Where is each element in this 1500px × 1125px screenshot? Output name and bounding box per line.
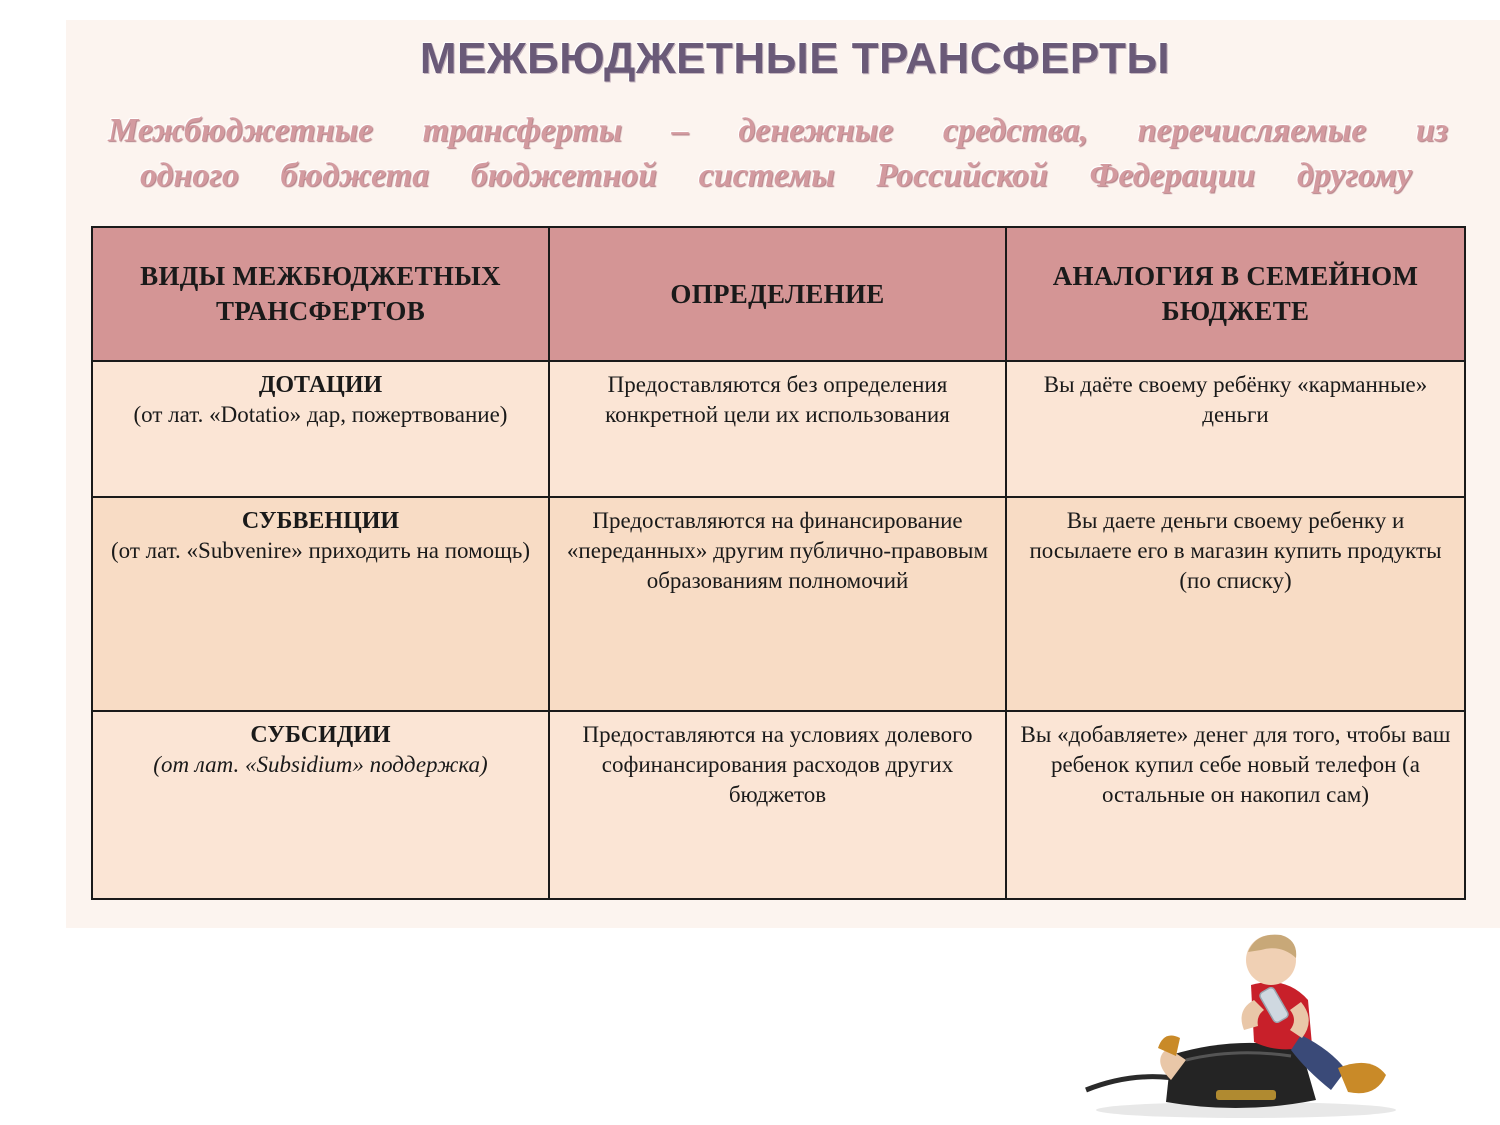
type-origin: (от лат. «Dotatio» дар, пожертвование) (133, 402, 508, 427)
cell-definition: Предоставляются на финансирование «переданных» другим публично-правовым образованиям полномочий (549, 497, 1006, 711)
right-shoe (1338, 1063, 1386, 1093)
type-name: СУБСИДИИ (250, 722, 391, 748)
definition-line-2: одного бюджета бюджетной системы Российской Федерации другому (140, 157, 1412, 194)
type-name: ДОТАЦИИ (258, 372, 383, 398)
type-name: СУБВЕНЦИИ (241, 508, 400, 534)
header-types: ВИДЫ МЕЖБЮДЖЕТНЫХ ТРАНСФЕРТОВ (92, 227, 549, 361)
cell-analogy: Вы «добавляете» денег для того, чтобы ваш ребенок купил себе новый телефон (а остальные он накопил сам) (1006, 711, 1465, 899)
header-definition: ОПРЕДЕЛЕНИЕ (549, 227, 1006, 361)
table-header-row (92, 227, 1465, 361)
cell-definition: Предоставляются на условиях долевого софинансирования расходов других бюджетов (549, 711, 1006, 899)
definition-line-1: Межбюджетные трансферты – денежные средства, перечисляемые из (108, 112, 1448, 149)
type-origin: (от лат. «Subvenire» приходить на помощь) (110, 538, 530, 563)
cell-type (92, 361, 549, 497)
cell-analogy: Вы даете деньги своему ребенку и посылаете его в магазин купить продукты (по списку) (1006, 497, 1465, 711)
cell-analogy: Вы даёте своему ребёнку «карманные» деньги (1006, 361, 1465, 497)
table-row-subsidies (92, 711, 1465, 899)
cell-type (92, 497, 549, 711)
child-with-bag-illustration (1076, 930, 1396, 1120)
cell-type (92, 711, 549, 899)
cell-definition: Предоставляются без определения конкретной цели их использования (549, 361, 1006, 497)
type-origin: (от лат. «Subsidium» поддержка) (153, 752, 488, 777)
transfers-table (91, 226, 1466, 900)
header-analogy: АНАЛОГИЯ В СЕМЕЙНОМ БЮДЖЕТЕ (1006, 227, 1465, 361)
table-row-subventions (92, 497, 1465, 711)
table-row-dotations (92, 361, 1465, 497)
slide-title: МЕЖБЮДЖЕТНЫЕ ТРАНСФЕРТЫ (419, 34, 1171, 83)
bag-strip (1216, 1090, 1276, 1100)
